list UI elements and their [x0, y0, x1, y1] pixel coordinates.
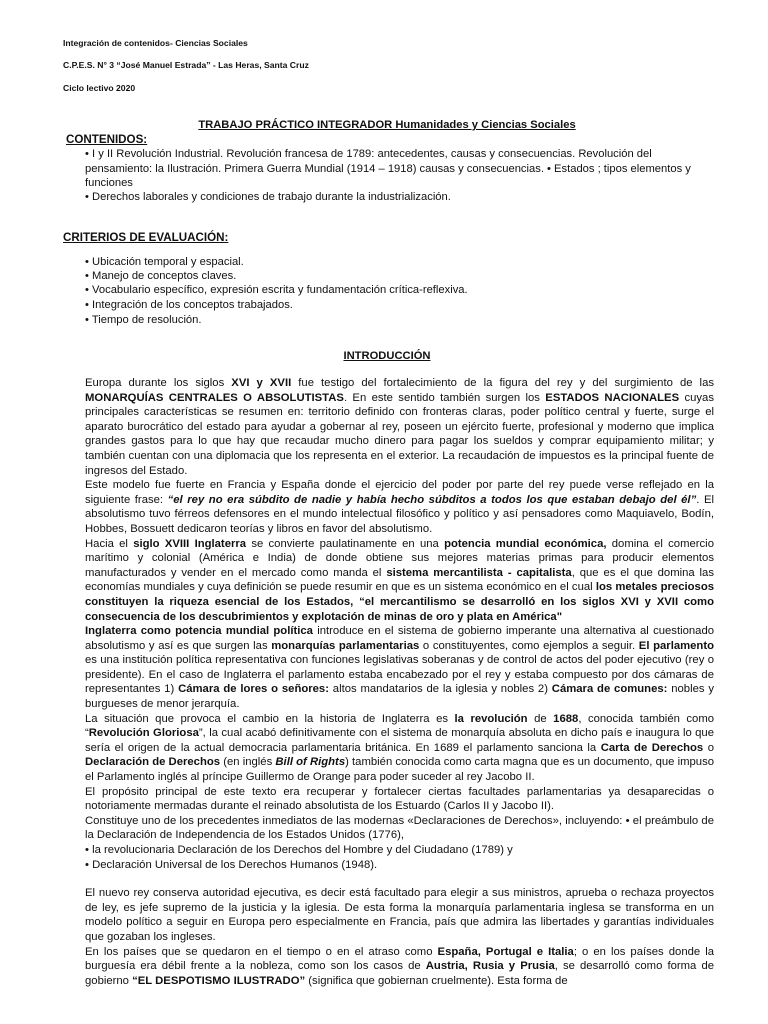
paragraph: Hacia el siglo XVIII Inglaterra se convierte paulatinamente en una potencia mundial económica, domina el comercio marítimo y colonial (América e India) de donde obtiene sus mejores materias primas para producir elementos manufacturados y vender en el mercado como manda el sistema mercantilista - capitalista, que es el que domina las economías mundiales y cuya definición se puede resumir en que es un sistema económico en el cual los metales preciosos constituyen la riqueza esencial de los Estados, “el mercantilismo se desarrolló en los siglos XVI y XVII como consecuencia de los descubrimientos y explotación de minas de oro y plata en América" — [85, 537, 714, 623]
paragraph: Inglaterra como potencia mundial política introduce en el sistema de gobierno imperante una alternativa al cuestionado absolutismo y así es que surgen las monarquías parlamentarias o constituyentes, como ejemplos a seguir. El parlamento es una institución política representativa con funciones legislativas soberanas y de control de actos del poder ejecutivo (rey o presidente). En el caso de Inglaterra el parlamento estaba encabezado por el rey y estaba compuesto por dos cámaras de representantes 1) Cámara de lores o señores: altos mandatarios de la iglesia y nobles 2) Cámara de comunes: nobles y burgueses de menor jerarquía. — [85, 625, 715, 711]
paragraph: La situación que provoca el cambio en la historia de Inglaterra es la revolución de 1688, conocida también como “Revolución Gloriosa”, la cual acabó definitivamente con el sistema de monarquía absoluta en dicho país e inaugura lo que sería el origen de la actual democracia parlamentaria británica. En 1689 el parlamento sanciona la Carta de Derechos o Declaración de Derechos (en inglés Bill of Rights) también conocida como carta magna que es un documento, que impuso el Parlamento inglés al príncipe Guillermo de Orange para poder suceder al rey Jacobo II. — [85, 712, 715, 784]
bullet: • — [85, 148, 93, 160]
bullet: • — [85, 191, 93, 203]
intro-heading: INTRODUCCIÓN — [343, 350, 431, 362]
criterios-item: • Ubicación temporal y espacial. — [85, 256, 244, 268]
paragraph: El propósito principal de este texto era recuperar y fortalecer ciertas facultades parlamentarias ya desaparecidas o notoriamente mermadas durante el reinado absolutista de los Estuardo (Carlos II y Jacobo II). — [85, 785, 714, 813]
document-title: TRABAJO PRÁCTICO INTEGRADOR Humanidades y Ciencias Sociales — [198, 119, 576, 131]
header-subject: Integración de contenidos- Ciencias Sociales — [63, 38, 248, 48]
paragraph: En los países que se quedaron en el tiempo o en el atraso como España, Portugal e Italia; o en los países donde la burguesía era débil frente a la nobleza, como son los casos de Austria, Rusia y Prusia, se desarrolló como forma de gobierno “EL DESPOTISMO ILUSTRADO” (significa que gobiernan cruelmente). Esta forma de — [85, 945, 715, 987]
paragraph: Este modelo fue fuerte en Francia y España donde el ejercicio del poder por parte del rey puede verse reflejado en la siguiente frase: “el rey no era súbdito de nadie y había hecho súbditos a todos los que estaban debajo del él”. El absolutismo tuvo férreos defensores en el mundo intelectual filosófico y político y así pensadores como Maquiavelo, Bodín, Hobbes, Bossuett dedicaron teorías y libros en favor del absolutismo. — [85, 479, 714, 535]
criterios-item: • Tiempo de resolución. — [85, 314, 202, 326]
criterios-item: • Manejo de conceptos claves. — [85, 270, 237, 282]
criterios-heading: CRITERIOS DE EVALUACIÓN: — [63, 231, 229, 244]
intro-body — [85, 376, 714, 988]
contenidos-item: • I y II Revolución Industrial. Revolución francesa de 1789: antecedentes, causas y consecuencias. Revolución del pensamiento: la Ilustración. Primera Guerra Mundial (1914 – 1918) causas y consecuencias. • Estados ; tipos elementos y funciones — [85, 148, 691, 189]
contenidos-heading: CONTENIDOS: — [66, 133, 148, 146]
paragraph: Europa durante los siglos XVI y XVII fue testigo del fortalecimiento de la figura del rey y del surgimiento de las MONARQUÍAS CENTRALES O ABSOLUTISTAS. En este sentido también surgen los ESTADOS NACIONALES cuyas principales características se resumen en: territorio definido con fronteras claras, poder político central y fuerte, surge el aparato burocrático del estado para ayudar a gobernar al rey, poseen un ejército fuerte, profesional y moderno que implica grandes gastos para lo que hay que recaudar mucho dinero para pagar los sueldos y comprar equipamiento militar; y también cuentan con una diplomacia que los representa en el exterior. La recaudación de impuestos es la principal fuente de ingresos del Estado. — [85, 377, 714, 477]
paragraph: • la revolucionaria Declaración de los Derechos del Hombre y del Ciudadano (1789) y — [85, 844, 513, 856]
paragraph: Constituye uno de los precedentes inmediatos de las modernas «Declaraciones de Derechos», incluyendo: • el preámbulo de la Declaración de Independencia de los Estados Unidos (1776), — [85, 814, 714, 842]
header-school: C.P.E.S. N° 3 “José Manuel Estrada” - Las Heras, Santa Cruz — [63, 60, 309, 70]
paragraph: El nuevo rey conserva autoridad ejecutiva, es decir está facultado para elegir a sus ministros, aprueba o rechaza proyectos de ley, es jefe supremo de la justicia y la iglesia. De esta forma la monarquía parlamentaria inglesa se transforma en un modelo político a seguir en Europa pero especialmente en Francia, país que admira las libertades y garantías individuales que gozaban los ingleses. — [85, 887, 714, 943]
paragraph-gap — [85, 872, 714, 886]
contenidos-item: • Derechos laborales y condiciones de trabajo durante la industrialización. — [85, 191, 451, 203]
header-year: Ciclo lectivo 2020 — [63, 83, 136, 93]
paragraph: • Declaración Universal de los Derechos Humanos (1948). — [85, 858, 378, 871]
criterios-item: • Integración de los conceptos trabajados. — [85, 299, 293, 311]
criterios-item: • Vocabulario específico, expresión escrita y fundamentación crítica-reflexiva. — [85, 284, 468, 296]
